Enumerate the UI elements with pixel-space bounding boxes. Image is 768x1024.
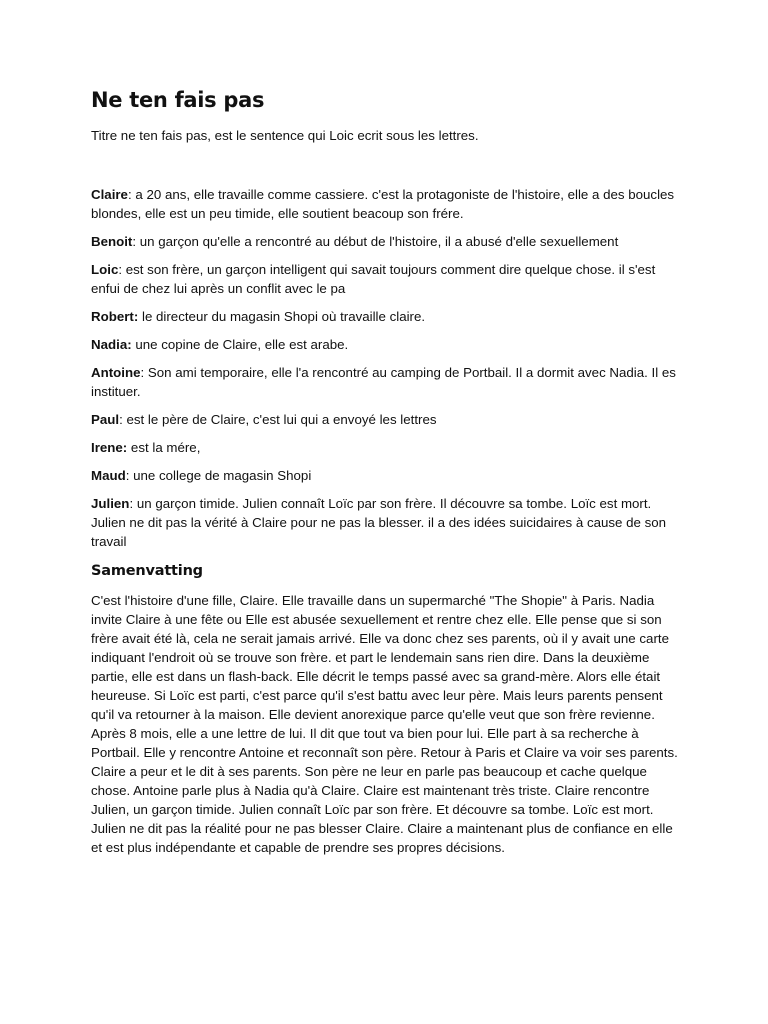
character-entry: [91, 260, 683, 298]
character-entry: [91, 307, 683, 326]
character-description: Son ami temporaire, elle l'a rencontré au camping de Portbail. Il a dormit avec Nadia. Il es instituer.: [91, 365, 676, 399]
character-name: Nadia: [91, 337, 128, 352]
summary-paragraph: C'est l'histoire d'une fille, Claire. Elle travaille dans un supermarché "The Shopie" à Paris. Nadia invite Claire à une fête ou Elle est abusée sexuellement et rentre chez elle. Elle pense que si son frère avait été là, cela ne serait jamais arrivé. Elle va donc chez ses parents, où il y avait une carte indiquant l'endroit où se trouve son frère. et part le lendemain sans rien dire. Dans la deuxième partie, elle est dans un flash-back. Elle décrit le temps passé avec sa grand-mère. Alors elle était heureuse. Si Loïc est parti, c'est parce qu'il s'est battu avec leur père. Mais leurs parents pensent qu'il va retourner à la maison. Elle devient anorexique parce qu'elle veut que son frère revienne. Après 8 mois, elle a une lettre de lui. Il dit que tout va bien pour lui. Elle part à sa recherche à Portbail. Elle y rencontre Antoine et reconnaît son père. Retour à Paris et Claire va voir ses parents. Claire a peur et le dit à ses parents. Son père ne leur en parle pas beaucoup et cache quelque chose. Antoine parle plus à Nadia qu'à Claire. Claire est maintenant très triste. Claire rencontre Julien, un garçon timide. Julien connaît Loïc par son frère. Et découvre sa tombe. Loïc est mort. Julien ne dit pas la réalité pour ne pas blesser Claire. Claire a maintenant plus de confiance en elle et est plus indépendante et capable de prendre ses propres décisions.: [91, 593, 678, 855]
character-separator: :: [119, 412, 123, 427]
summary-heading: Samenvatting: [91, 563, 203, 579]
character-separator: :: [122, 440, 128, 455]
character-description: a 20 ans, elle travaille comme cassiere. c'est la protagoniste de l'histoire, elle a des boucles blondes, elle est un peu timide, elle soutient beacoup son frére.: [91, 187, 675, 221]
document-page: [91, 88, 683, 857]
character-separator: :: [140, 365, 145, 380]
character-separator: :: [118, 262, 123, 277]
character-separator: :: [133, 309, 139, 324]
character-entry: [91, 232, 683, 251]
character-description: est son frère, un garçon intelligent qui savait toujours comment dire quelque chose. il s'est enfui de chez lui après un conflit avec le pa: [91, 262, 656, 296]
character-entry: [91, 410, 683, 429]
character-separator: :: [129, 496, 134, 511]
character-separator: :: [127, 337, 132, 352]
character-description: le directeur du magasin Shopi où travaille claire.: [138, 309, 426, 324]
character-entry: [91, 363, 683, 401]
character-description: est la mére,: [127, 440, 201, 455]
character-name: Irene: [91, 440, 123, 455]
character-separator: :: [125, 468, 130, 483]
character-entry: [91, 438, 683, 457]
character-name: Loic: [91, 262, 119, 277]
character-name: Robert: [91, 309, 134, 324]
character-name: Claire: [91, 187, 128, 202]
character-entry: [91, 185, 683, 223]
character-separator: :: [127, 187, 132, 202]
character-entry: [91, 335, 683, 354]
character-description: une college de magasin Shopi: [129, 468, 312, 483]
character-name: Benoit: [91, 234, 133, 249]
character-description: est le père de Claire, c'est lui qui a envoyé les lettres: [122, 412, 437, 427]
character-entry: [91, 494, 683, 551]
character-entry: [91, 466, 683, 485]
document-subtitle: Titre ne ten fais pas, est le sentence qui Loic ecrit sous les lettres.: [91, 128, 479, 143]
character-name: Antoine: [91, 365, 141, 380]
character-name: Julien: [91, 496, 130, 511]
character-description: un garçon qu'elle a rencontré au début de l'histoire, il a abusé d'elle sexuellement: [136, 234, 619, 249]
character-separator: :: [132, 234, 137, 249]
document-title: Ne ten fais pas: [91, 88, 265, 112]
character-name: Maud: [91, 468, 126, 483]
character-name: Paul: [91, 412, 120, 427]
character-list: [91, 185, 683, 551]
character-description: un garçon timide. Julien connaît Loïc par son frère. Il découvre sa tombe. Loïc est mort. Julien ne dit pas la vérité à Claire pour ne pas la blesser. il a des idées suicidaires à cause de son travail: [91, 496, 667, 549]
character-description: une copine de Claire, elle est arabe.: [131, 337, 349, 352]
